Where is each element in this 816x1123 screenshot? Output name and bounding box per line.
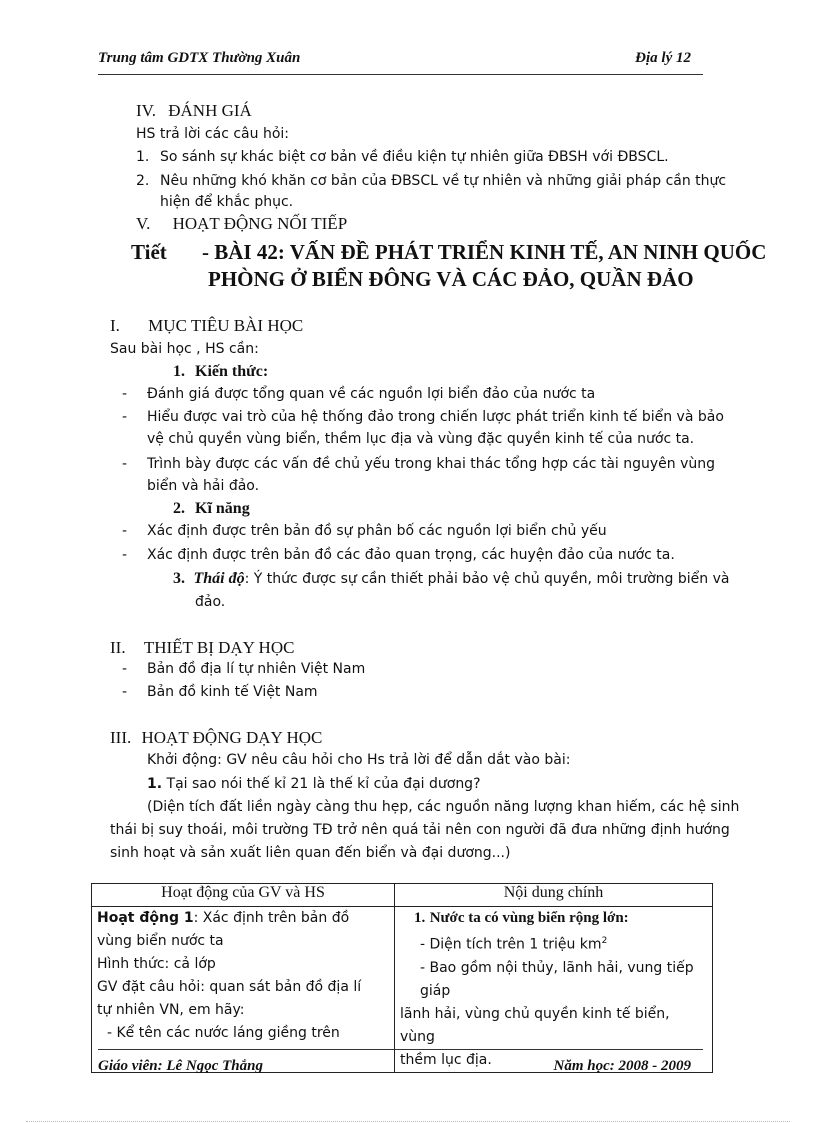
lesson-prefix: Tiết: [131, 240, 167, 264]
content-area-text: - Diện tích trên 1 triệu km: [420, 936, 602, 953]
bullet-dash: -: [122, 547, 128, 563]
section-title: HOẠT ĐỘNG NỐI TIẾP: [172, 214, 348, 233]
content-heading-number: 1.: [414, 910, 426, 926]
skills-item-1: Xác định được trên bản đồ sự phân bố các nguồn lợi biển chủ yếu: [147, 523, 607, 539]
activity-1-line: [97, 907, 389, 930]
evaluation-question-2-line2: hiện để khắc phục.: [160, 194, 294, 210]
equipment-item-2: Bản đồ kinh tế Việt Nam: [147, 684, 318, 700]
bullet-dash: -: [122, 523, 128, 539]
bullet-dash: -: [122, 684, 128, 700]
bullet-dash: -: [122, 456, 128, 472]
knowledge-item-3-line1: Trình bày được các vấn đề chủ yếu trong khai thác tổng hợp các tài nguyên vùng: [147, 456, 716, 472]
attitude-text: : Ý thức được sự cần thiết phải bảo vệ chủ quyền, môi trường biển và: [244, 571, 730, 587]
column-header-content: Nội dung chính: [395, 884, 713, 907]
skills-number: 2.: [173, 500, 185, 517]
section-title: ĐÁNH GIÁ: [168, 101, 252, 120]
skills-item-2: Xác định được trên bản đồ các đảo quan trọng, các huyện đảo của nước ta.: [147, 547, 675, 563]
bullet-dash: -: [122, 661, 128, 677]
content-area-superscript: 2: [601, 936, 608, 946]
section-title: MỤC TIÊU BÀI HỌC: [148, 316, 304, 335]
activity-line-4: GV đặt câu hỏi: quan sát bản đồ địa lí: [97, 979, 362, 995]
objectives-intro: Sau bài học , HS cần:: [110, 341, 259, 357]
table-row: [92, 907, 713, 1073]
table-header-row: [92, 884, 713, 907]
lesson-title-line1: - BÀI 42: VẤN ĐỀ PHÁT TRIỂN KINH TẾ, AN NINH QUỐC: [202, 240, 767, 264]
activity-line-6: - Kể tên các nước láng giềng trên: [107, 1025, 340, 1041]
skills-heading: [173, 500, 250, 518]
section-heading-equipment: [110, 638, 294, 658]
section-number: IV.: [136, 101, 156, 120]
activities-cell: [92, 907, 395, 1073]
section-title: THIẾT BỊ DẠY HỌC: [143, 638, 295, 657]
content-cell: [395, 907, 713, 1073]
activity-line-3: Hình thức: cả lớp: [97, 956, 216, 972]
skills-title: Kĩ năng: [195, 500, 250, 517]
bullet-dash: -: [122, 409, 128, 425]
knowledge-title: Kiến thức:: [195, 363, 269, 380]
warmup-answer-line2: thái bị suy thoái, môi trường TĐ trở nên quá tải nên con người đã đưa những định hướng: [110, 822, 730, 838]
header-school: Trung tâm GDTX Thường Xuân: [98, 50, 301, 66]
equipment-item-1: Bản đồ địa lí tự nhiên Việt Nam: [147, 661, 366, 677]
section-number: V.: [136, 214, 151, 233]
attitude-title: Thái độ: [193, 570, 245, 587]
content-heading: [400, 907, 707, 930]
footer-teacher: Giáo viên: Lê Ngọc Thắng: [98, 1058, 263, 1074]
section-number: II.: [110, 638, 126, 657]
knowledge-item-2-line2: vệ chủ quyền vùng biển, thềm lục địa và vùng đặc quyền kinh tế của nước ta.: [147, 431, 695, 447]
section-number: III.: [110, 728, 132, 747]
activity-text: : Xác định trên bản đồ: [193, 910, 350, 926]
warmup-answer-line3: sinh hoạt và sản xuất liên quan đến biển và đại dương...): [110, 845, 511, 861]
warmup-question: [147, 776, 481, 792]
knowledge-number: 1.: [173, 363, 185, 380]
page-footer: [98, 1049, 703, 1080]
page-bottom-divider: [26, 1121, 790, 1122]
evaluation-question-2-line1: Nêu những khó khăn cơ bản của ĐBSCL về tự nhiên và những giải pháp cần thực: [160, 173, 727, 189]
section-heading-objectives: [110, 316, 303, 336]
lesson-title-line2: PHÒNG Ở BIỂN ĐÔNG VÀ CÁC ĐẢO, QUẦN ĐẢO: [208, 267, 694, 291]
knowledge-item-1: Đánh giá được tổng quan về các nguồn lợi biển đảo của nước ta: [147, 386, 596, 402]
attitude-line2: đảo.: [195, 594, 226, 610]
warmup-intro: Khởi động: GV nêu câu hỏi cho Hs trả lời để dẫn dắt vào bài:: [147, 752, 571, 768]
content-line-2: - Bao gồm nội thủy, lãnh hải, vung tiếp giáp: [420, 959, 694, 999]
content-line-4: thềm lục địa.: [400, 1051, 492, 1068]
content-line-1: [400, 930, 707, 957]
knowledge-item-2-line1: Hiểu được vai trò của hệ thống đảo trong chiến lược phát triển kinh tế biển và bảo: [147, 409, 724, 425]
evaluation-question-1: So sánh sự khác biệt cơ bản về điều kiện tự nhiên giữa ĐBSH với ĐBSCL.: [160, 149, 669, 165]
footer-school-year: Năm học: 2008 - 2009: [553, 1058, 691, 1074]
warmup-answer-line1: (Diện tích đất liền ngày càng thu hẹp, các nguồn năng lượng khan hiếm, các hệ sinh: [147, 799, 740, 815]
section-heading-activities: [110, 728, 322, 748]
activity-line-2: vùng biển nước ta: [97, 933, 224, 949]
bullet-dash: -: [122, 386, 128, 402]
column-header-activities: Hoạt động của GV và HS: [92, 884, 395, 907]
page-header: [98, 48, 703, 75]
evaluation-intro: HS trả lời các câu hỏi:: [136, 126, 290, 142]
attitude-number: 3.: [173, 570, 185, 587]
header-subject: Địa lý 12: [635, 50, 691, 66]
section-heading-evaluation: [136, 101, 252, 121]
content-line-3: lãnh hải, vùng chủ quyền kinh tế biển, vùng: [400, 1005, 670, 1045]
activity-line-5: tự nhiên VN, em hãy:: [97, 1002, 245, 1018]
activity-label: Hoạt động 1: [97, 910, 194, 926]
evaluation-question-1-number: 1.: [136, 149, 150, 165]
section-title: HOẠT ĐỘNG DẠY HỌC: [141, 728, 323, 747]
question-text: Tại sao nói thế kỉ 21 là thế kỉ của đại dương?: [166, 776, 481, 792]
section-number: I.: [110, 316, 120, 335]
question-number: 1.: [147, 776, 163, 792]
attitude-line1: [173, 570, 729, 588]
section-heading-follow-up: [136, 214, 347, 234]
knowledge-item-3-line2: biển và hải đảo.: [147, 478, 260, 494]
content-heading-text: Nước ta có vùng biển rộng lớn:: [429, 910, 629, 926]
activity-table: [91, 883, 713, 1073]
knowledge-heading: [173, 363, 268, 381]
evaluation-question-2-number: 2.: [136, 173, 150, 189]
